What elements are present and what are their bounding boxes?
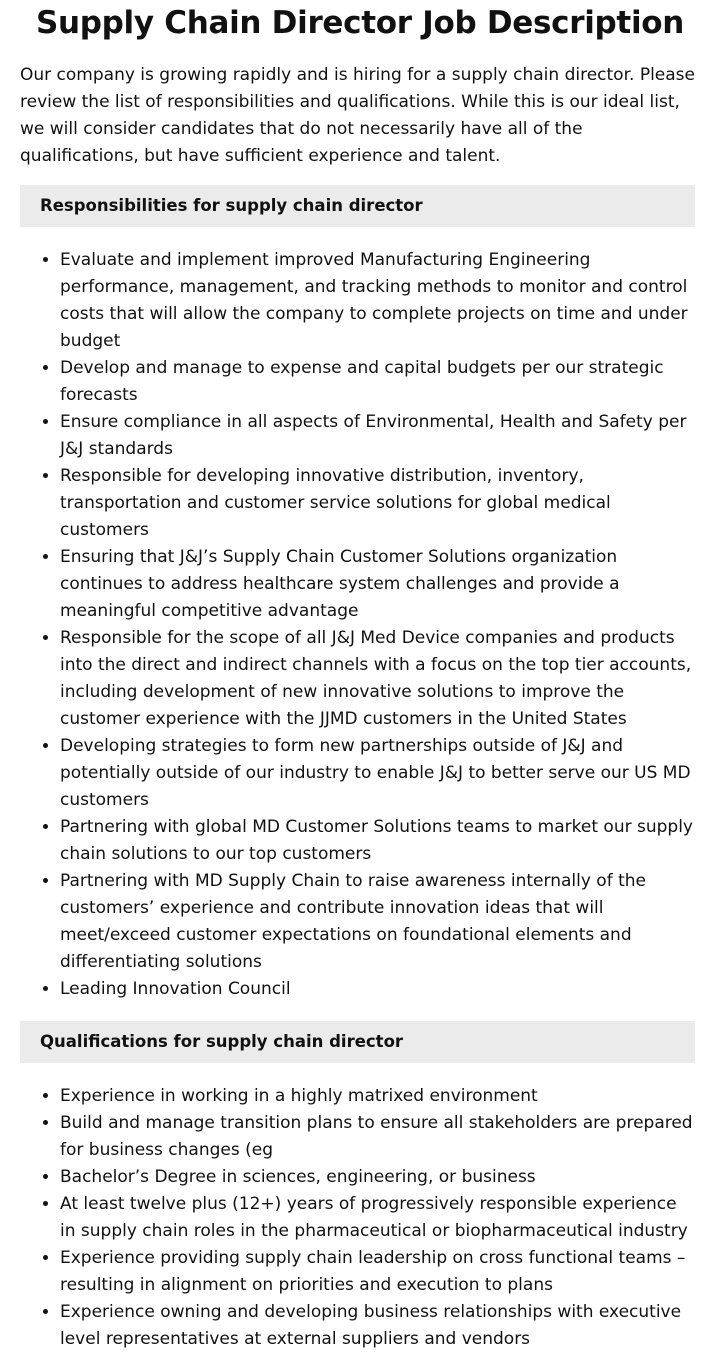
list-item: • Responsible for developing innovative distribution, inventory, transportation and customer service solutions for global medical customers: [60, 463, 695, 544]
intro-paragraph: Our company is growing rapidly and is hiring for a supply chain director. Please review the list of responsibilities and qualifications. While this is our ideal list, we will consider candidates that do not necessarily have all of the qualifications, but have sufficient experience and talent.: [20, 65, 695, 166]
qualifications-heading: Qualifications for supply chain director: [20, 1021, 695, 1063]
list-item: • Bachelor’s Degree in sciences, engineering, or business: [60, 1164, 695, 1191]
responsibilities-heading: Responsibilities for supply chain director: [20, 185, 695, 227]
list-item: • Build and manage transition plans to ensure all stakeholders are prepared for business changes (eg: [60, 1110, 695, 1164]
list-item: • Partnering with MD Supply Chain to raise awareness internally of the customers’ experience and contribute innovation ideas that will meet/exceed customer expectations on foundational elements and differentiating solutions: [60, 868, 695, 976]
list-item: • At least twelve plus (12+) years of progressively responsible experience in supply chain roles in the pharmaceutical or biopharmaceutical industry: [60, 1191, 695, 1245]
list-item: • Experience owning and developing business relationships with executive level representatives at external suppliers and vendors: [60, 1299, 695, 1353]
responsibilities-list: [20, 247, 695, 1003]
list-item: • Develop and manage to expense and capital budgets per our strategic forecasts: [60, 355, 695, 409]
list-item: • Ensure compliance in all aspects of Environmental, Health and Safety per J&J standards: [60, 409, 695, 463]
list-item: • Responsible for the scope of all J&J Med Device companies and products into the direct and indirect channels with a focus on the top tier accounts, including development of new innovative solutions to improve the customer experience with the JJMD customers in the United States: [60, 625, 695, 733]
list-item: • Developing strategies to form new partnerships outside of J&J and potentially outside of our industry to enable J&J to better serve our US MD customers: [60, 733, 695, 814]
page-title: Supply Chain Director Job Description: [35, 5, 685, 41]
list-item: • Leading Innovation Council: [60, 976, 695, 1003]
list-item: • Ensuring that J&J’s Supply Chain Customer Solutions organization continues to address healthcare system challenges and provide a meaningful competitive advantage: [60, 544, 695, 625]
list-item: • Experience in working in a highly matrixed environment: [60, 1083, 695, 1110]
list-item: • Partnering with global MD Customer Solutions teams to market our supply chain solutions to our top customers: [60, 814, 695, 868]
list-item: • Evaluate and implement improved Manufacturing Engineering performance, management, and tracking methods to monitor and control costs that will allow the company to complete projects on time and under budget: [60, 247, 695, 355]
list-item: • Experience providing supply chain leadership on cross functional teams – resulting in alignment on priorities and execution to plans: [60, 1245, 695, 1299]
qualifications-list: [20, 1083, 695, 1353]
